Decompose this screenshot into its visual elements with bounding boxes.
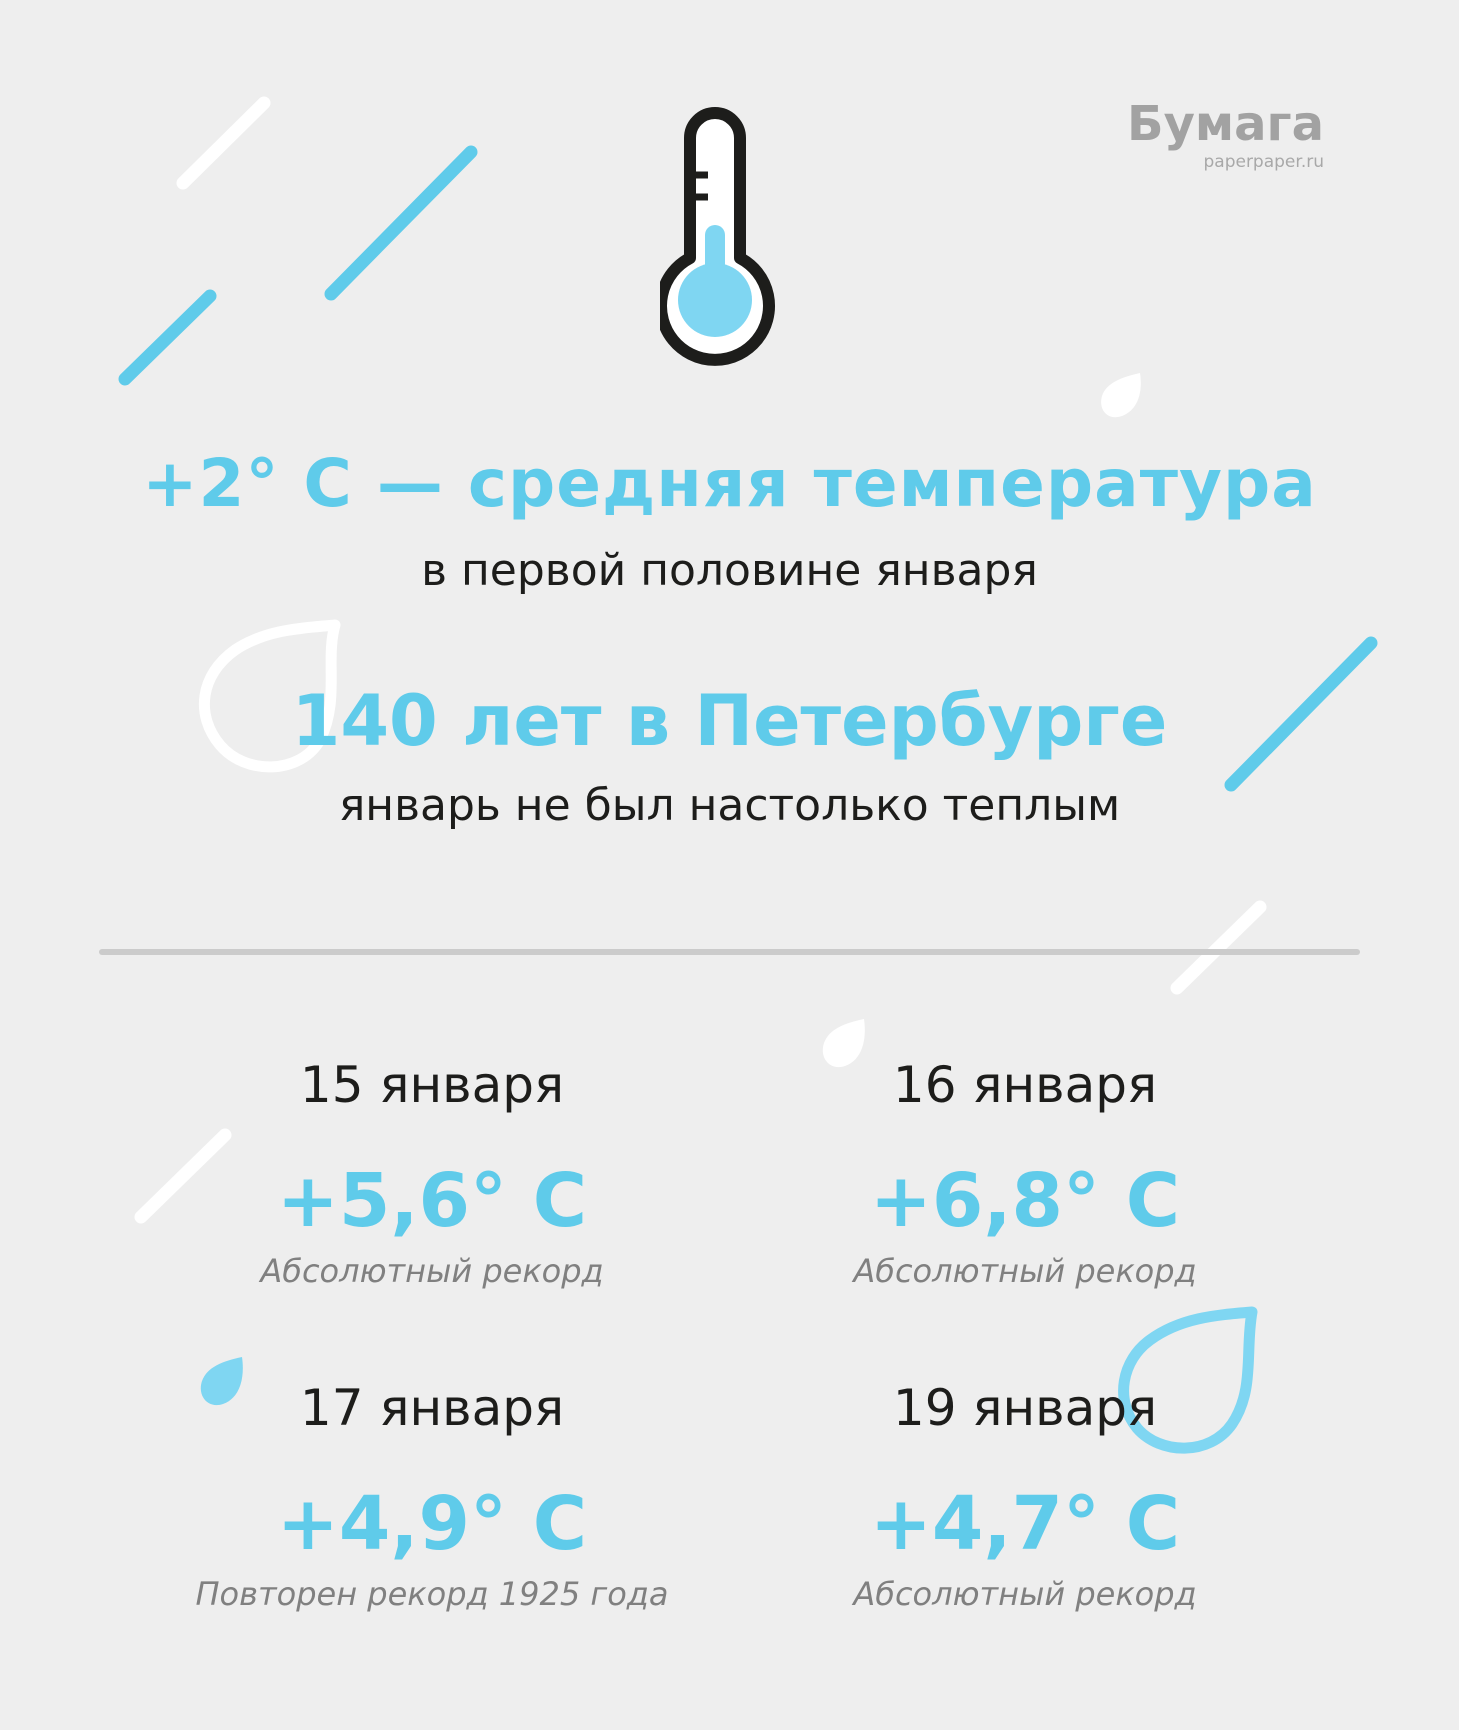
record-note: Абсолютный рекорд	[260, 1252, 604, 1290]
rain-streak	[183, 103, 264, 183]
rain-streak	[125, 296, 210, 379]
section-divider	[99, 949, 1360, 955]
raindrop-icon	[1101, 373, 1141, 417]
thermometer-icon	[660, 100, 800, 370]
record-card	[132, 1055, 732, 1291]
record-temperature: +5,6° С	[276, 1158, 588, 1244]
logo-url: paperpaper.ru	[1203, 152, 1324, 172]
record-years-subtitle: январь не был настолько теплым	[338, 780, 1121, 831]
average-temperature-subtitle: в первой половине января	[421, 545, 1038, 596]
record-card	[132, 1378, 732, 1614]
record-temperature: +4,7° С	[869, 1481, 1181, 1567]
record-date: 17 января	[299, 1379, 565, 1437]
record-card	[725, 1378, 1325, 1614]
record-date: 16 января	[892, 1056, 1158, 1114]
record-card	[725, 1055, 1325, 1291]
logo-name: Бумага	[1127, 96, 1324, 152]
record-temperature: +6,8° С	[869, 1158, 1181, 1244]
average-temperature-headline: +2° С — средняя температура	[142, 445, 1317, 522]
record-years-headline: 140 лет в Петербурге	[291, 680, 1168, 762]
record-temperature: +4,9° С	[276, 1481, 588, 1567]
record-note: Абсолютный рекорд	[853, 1575, 1197, 1613]
record-note: Повторен рекорд 1925 года	[195, 1575, 669, 1613]
record-note: Абсолютный рекорд	[853, 1252, 1197, 1290]
rain-streak	[331, 152, 471, 294]
record-date: 15 января	[299, 1056, 565, 1114]
record-date: 19 января	[892, 1379, 1158, 1437]
brand-logo[interactable]	[1127, 96, 1324, 172]
rain-streak	[1177, 907, 1260, 988]
